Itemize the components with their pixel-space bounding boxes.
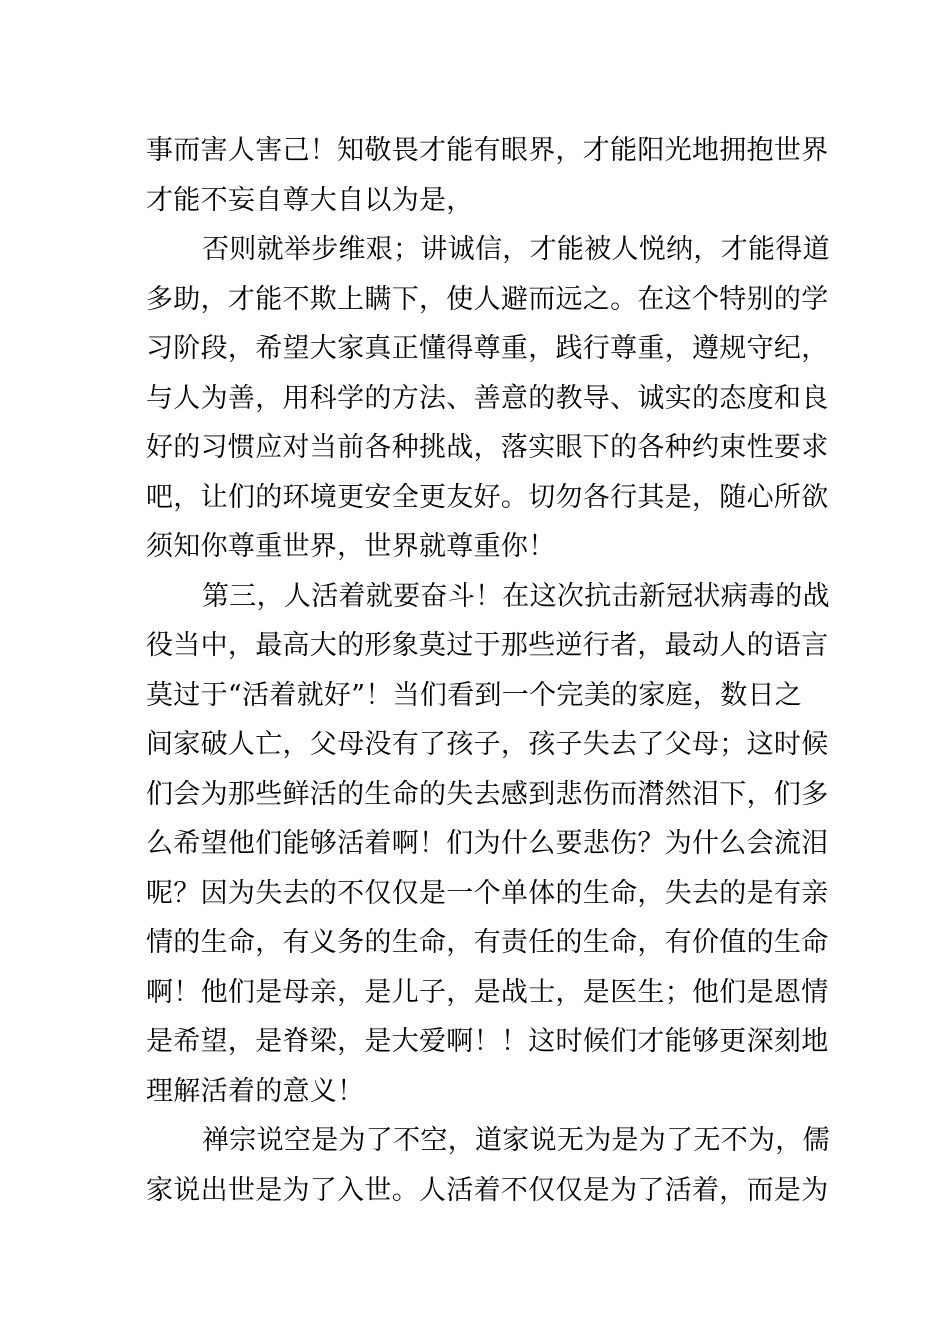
text-line-7: 好的习惯应对当前各种挑战，落实眼下的各种约束性要求: [146, 432, 829, 463]
text-line-2: 才能不妄自尊大自以为是，: [146, 184, 474, 216]
text-line-20: 理解活着的意义！: [146, 1075, 365, 1107]
text-line-19: 是希望，是脊梁，是大爱啊！！这时候们才能够更深刻地: [146, 1026, 829, 1057]
text-line-21: 禅宗说空是为了不空，道家说无为是为了无不为，儒: [202, 1125, 830, 1156]
text-line-1: 事而害人害己！知敬畏才能有眼界，才能阳光地拥抱世界: [146, 135, 829, 166]
text-line-15: 么希望他们能够活着啊！们为什么要悲伤？为什么会流泪: [146, 828, 829, 859]
text-line-11: 役当中，最高大的形象莫过于那些逆行者，最动人的语言: [146, 630, 829, 661]
text-line-5: 习阶段，希望大家真正懂得尊重，践行尊重，遵规守纪，: [146, 333, 829, 364]
text-line-14: 们会为那些鲜活的生命的失去感到悲伤而潸然泪下，们多: [146, 778, 829, 810]
text-line-16: 呢？因为失去的不仅仅是一个单体的生命，失去的是有亲: [146, 877, 829, 909]
text-line-10: 第三，人活着就要奋斗！在这次抗击新冠状病毒的战: [202, 580, 830, 612]
text-line-12: 莫过于“活着就好”！当们看到一个完美的家庭，数日之: [146, 679, 803, 711]
text-line-22: 家说出世是为了入世。人活着不仅仅是为了活着，而是为: [146, 1174, 829, 1206]
text-line-6: 与人为善，用科学的方法、善意的教导、诚实的态度和良: [146, 382, 829, 414]
text-line-13: 间家破人亡，父母没有了孩子，孩子失去了父母；这时候: [146, 729, 829, 760]
text-line-17: 情的生命，有义务的生命，有责任的生命，有价值的生命: [146, 927, 829, 958]
text-line-4: 多助，才能不欺上瞒下，使人避而远之。在这个特别的学: [146, 283, 829, 315]
text-line-9: 须知你尊重世界，世界就尊重你！: [146, 531, 556, 562]
text-line-8: 吧，让们的环境更安全更友好。切勿各行其是，随心所欲: [146, 481, 829, 513]
text-line-18: 啊！他们是母亲，是儿子，是战士，是医生；他们是恩情: [146, 976, 829, 1008]
body-text: [146, 126, 830, 1215]
text-line-3: 否则就举步维艰；讲诚信，才能被人悦纳，才能得道: [202, 234, 830, 265]
